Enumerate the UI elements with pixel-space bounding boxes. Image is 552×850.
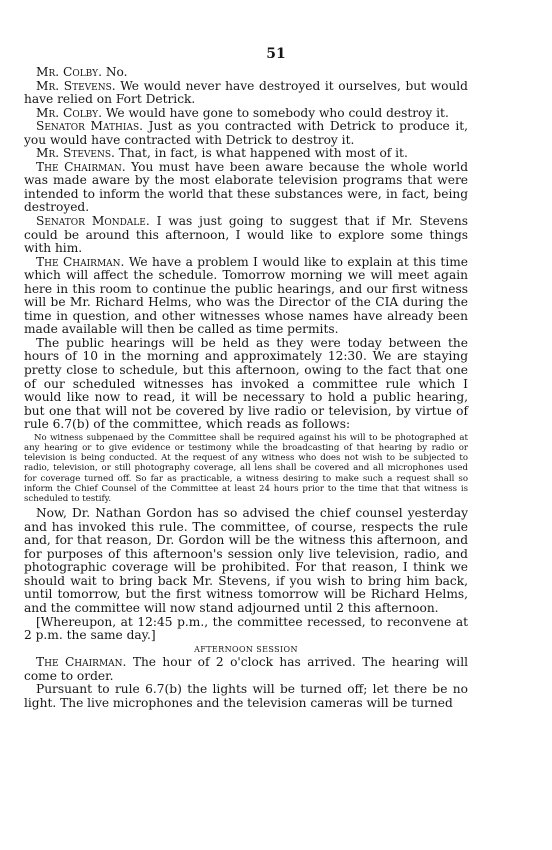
paragraph-text: You must have been aware because the whole world was made aware by the most elaborate television programs that were intended to inform the world that these substances were, in fact, being destroyed. bbox=[24, 159, 469, 215]
paragraph bbox=[24, 256, 468, 337]
paragraph bbox=[24, 66, 468, 80]
speaker: The Chairman. bbox=[36, 254, 125, 269]
speaker: Mr. Stevens. bbox=[36, 78, 116, 93]
paragraph-text: I was just going to suggest that if Mr. Stevens could be around this afternoon, I would like to explore some things with him. bbox=[24, 214, 468, 256]
paragraph bbox=[24, 616, 468, 643]
paragraph-text: The hour of 2 o'clock has arrived. The hearing will come to order. bbox=[24, 655, 468, 683]
rule-quotation bbox=[24, 433, 468, 504]
paragraph-text: Now, Dr. Nathan Gordon has so advised the chief counsel yesterday and has invoked this rule. The committee, of course, respects the rule and, for that reason, Dr. Gordon will be the witness this afternoon, and for purposes of this afternoon's session only live television, radio, and photographic coverage will be prohibited. For that reason, I think we should wait to bring back Mr. Stevens, if you wish to bring him back, until tomorrow, but the first witness tomorrow will be Richard Helms, and the committee will now stand adjourned until 2 this afternoon. bbox=[24, 506, 468, 616]
paragraph bbox=[24, 215, 468, 256]
paragraph bbox=[24, 507, 468, 615]
speaker: Senator Mathias. bbox=[36, 119, 143, 134]
paragraph bbox=[24, 147, 468, 161]
paragraph bbox=[24, 107, 468, 121]
paragraph-text: We would have gone to somebody who could destroy it. bbox=[101, 105, 449, 120]
paragraph-text: We would never have destroyed it ourselves, but would have relied on Fort Detrick. bbox=[24, 78, 468, 107]
paragraph bbox=[24, 161, 468, 215]
paragraph-text: We have a problem I would like to explain at this time which will affect the schedule. Tomorrow morning we will meet again here in this room to continue the public hearings, and our first witness will be Mr. Richard Helms, who was the Director of the CIA during the time in question, and other witnesses whose names have already been made available will then be called as time permits. bbox=[24, 254, 469, 337]
paragraph bbox=[24, 120, 468, 147]
paragraph-text: That, in fact, is what happened with most of it. bbox=[114, 146, 408, 161]
paragraph-text: Just as you contracted with Detrick to produce it, you would have contracted with Detrick to destroy it. bbox=[24, 119, 468, 147]
paragraph-text: Pursuant to rule 6.7(b) the lights will be turned off; let there be no light. The live microphones and the television cameras will be turned bbox=[24, 682, 468, 710]
paragraph-text: The public hearings will be held as they were today between the hours of 10 in the morning and approximately 12:30. We are staying pretty close to schedule, but this afternoon, owing to the fact that one of our scheduled witnesses has invoked a committee rule which I would like now to read, it will be necessary to hold a public hearing, but one that will not be covered by live radio or television, by virtue of rule 6.7(b) of the committee, which reads as follows: bbox=[24, 335, 468, 432]
paragraph bbox=[24, 80, 468, 107]
paragraph bbox=[24, 337, 468, 432]
section-heading: AFTERNOON SESSION bbox=[194, 644, 298, 654]
page-number: 51 bbox=[266, 46, 286, 62]
speaker: Mr. Stevens. bbox=[36, 146, 115, 161]
speaker: Senator Mondale. bbox=[36, 214, 150, 229]
speaker: Mr. Colby. bbox=[36, 65, 102, 79]
paragraph-text: No. bbox=[101, 65, 128, 79]
speaker: The Chairman. bbox=[36, 159, 126, 174]
paragraph-text: [Whereupon, at 12:45 p.m., the committee recessed, to reconvene at 2 p.m. the same day.] bbox=[24, 614, 468, 643]
speaker: The Chairman. bbox=[36, 655, 127, 670]
paragraph bbox=[24, 656, 468, 683]
speaker: Mr. Colby. bbox=[36, 105, 102, 120]
transcript-body bbox=[24, 66, 468, 710]
paragraph bbox=[24, 683, 468, 710]
quotation-text: No witness subpenaed by the Committee shall be required against his will to be photographed at any hearing or to give evidence or testimony while the broadcasting of that hearing by radio or television is being conducted. At the request of any witness who does not wish to be subjected to radio, television, or still photography coverage, all lens shall be covered and all microphones used for coverage turned off. So far as practicable, a witness desiring to make such a request shall so inform the Chief Counsel of the Committee at least 24 hours prior to the time that that witness is scheduled to testify. bbox=[24, 432, 468, 504]
